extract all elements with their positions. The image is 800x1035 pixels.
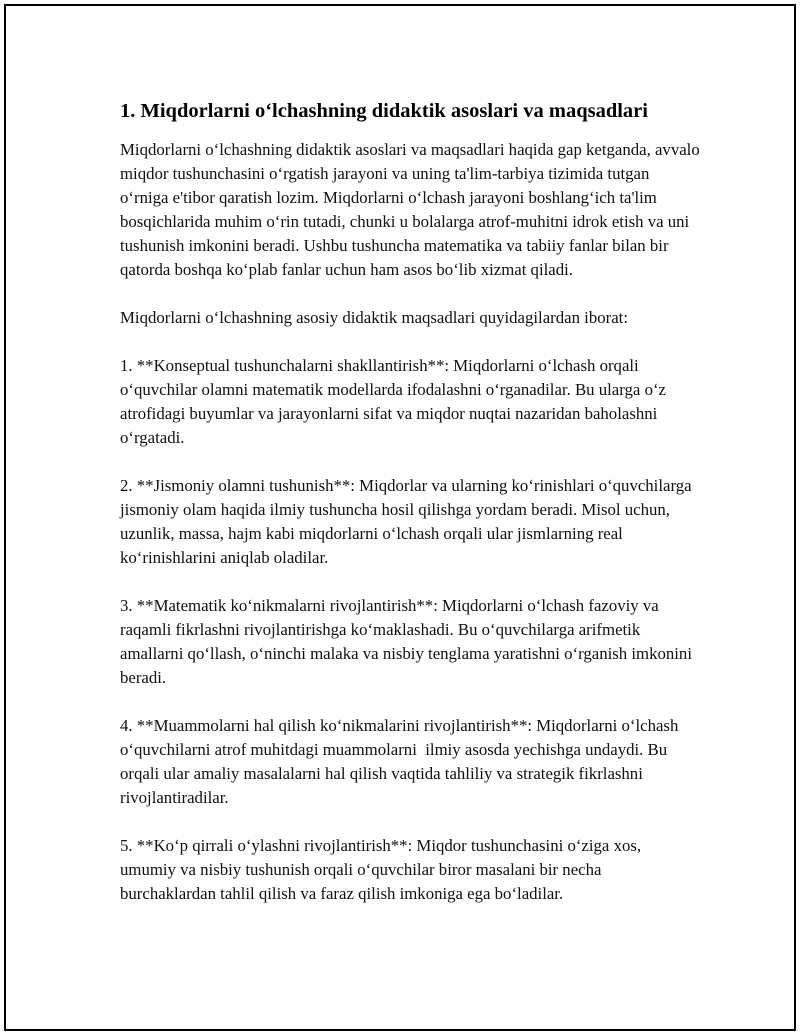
intro-paragraph: Miqdorlarni o‘lchashning didaktik asoslari va maqsadlari haqida gap ketganda, avvalo miqdor tushunchasini o‘rgatish jarayoni va uning ta'lim-tarbiya tizimida tutgan o‘rniga e'tibor qaratish lozim. Miqdorlarni o‘lchash jarayoni boshlang‘ich ta'lim bosqichlarida muhim o‘rin tutadi, chunki u bolalarga atrof-muhitni idrok etish va uni tushunish imkonini beradi. Ushbu tushuncha matematika va tabiiy fanlar bilan bir qatorda boshqa ko‘plab fanlar uchun ham asos bo‘lib xizmat qiladi. bbox=[120, 140, 700, 279]
goals-lead-paragraph: Miqdorlarni o‘lchashning asosiy didaktik maqsadlari quyidagilardan iborat: bbox=[120, 308, 628, 327]
goal-item-1: 1. **Konseptual tushunchalarni shakllantirish**: Miqdorlarni o‘lchash orqali o‘quvchilar olamni matematik modellarda ifodalashni o‘rganadilar. Bu ularga o‘z atrofidagi buyumlar va jarayonlarni sifat va miqdor nuqtai nazaridan baholashni o‘rgatadi. bbox=[120, 356, 666, 447]
page-frame bbox=[4, 4, 796, 1031]
document-title: 1. Miqdorlarni o‘lchashning didaktik asoslari va maqsadlari bbox=[120, 100, 648, 122]
goal-item-5: 5. **Ko‘p qirrali o‘ylashni rivojlantirish**: Miqdor tushunchasini o‘ziga xos, umumiy va nisbiy tushunish orqali o‘quvchilar biror masalani bir necha burchaklardan tahlil qilish va faraz qilish imkoniga ega bo‘ladilar. bbox=[120, 836, 642, 903]
document-body bbox=[120, 98, 700, 930]
goal-item-2: 2. **Jismoniy olamni tushunish**: Miqdorlar va ularning ko‘rinishlari o‘quvchilarga jismoniy olam haqida ilmiy tushuncha hosil qilishga yordam beradi. Misol uchun, uzunlik, massa, hajm kabi miqdorlarni o‘lchash orqali ular jismlarning real ko‘rinishlarini aniqlab oladilar. bbox=[120, 476, 692, 567]
goal-item-3: 3. **Matematik ko‘nikmalarni rivojlantirish**: Miqdorlarni o‘lchash fazoviy va raqamli fikrlashni rivojlantirishga ko‘maklashadi. Bu o‘quvchilarga arifmetik amallarni qo‘llash, o‘ninchi malaka va nisbiy tenglama yaratishni o‘rganish imkonini beradi. bbox=[120, 596, 692, 687]
goal-item-4: 4. **Muammolarni hal qilish ko‘nikmalarini rivojlantirish**: Miqdorlarni o‘lchash o‘quvchilarni atrof muhitdagi muammolarni ilmiy asosda yechishga undaydi. Bu orqali ular amaliy masalalarni hal qilish vaqtida tahliliy va strategik fikrlashni rivojlantiradilar. bbox=[120, 716, 683, 807]
